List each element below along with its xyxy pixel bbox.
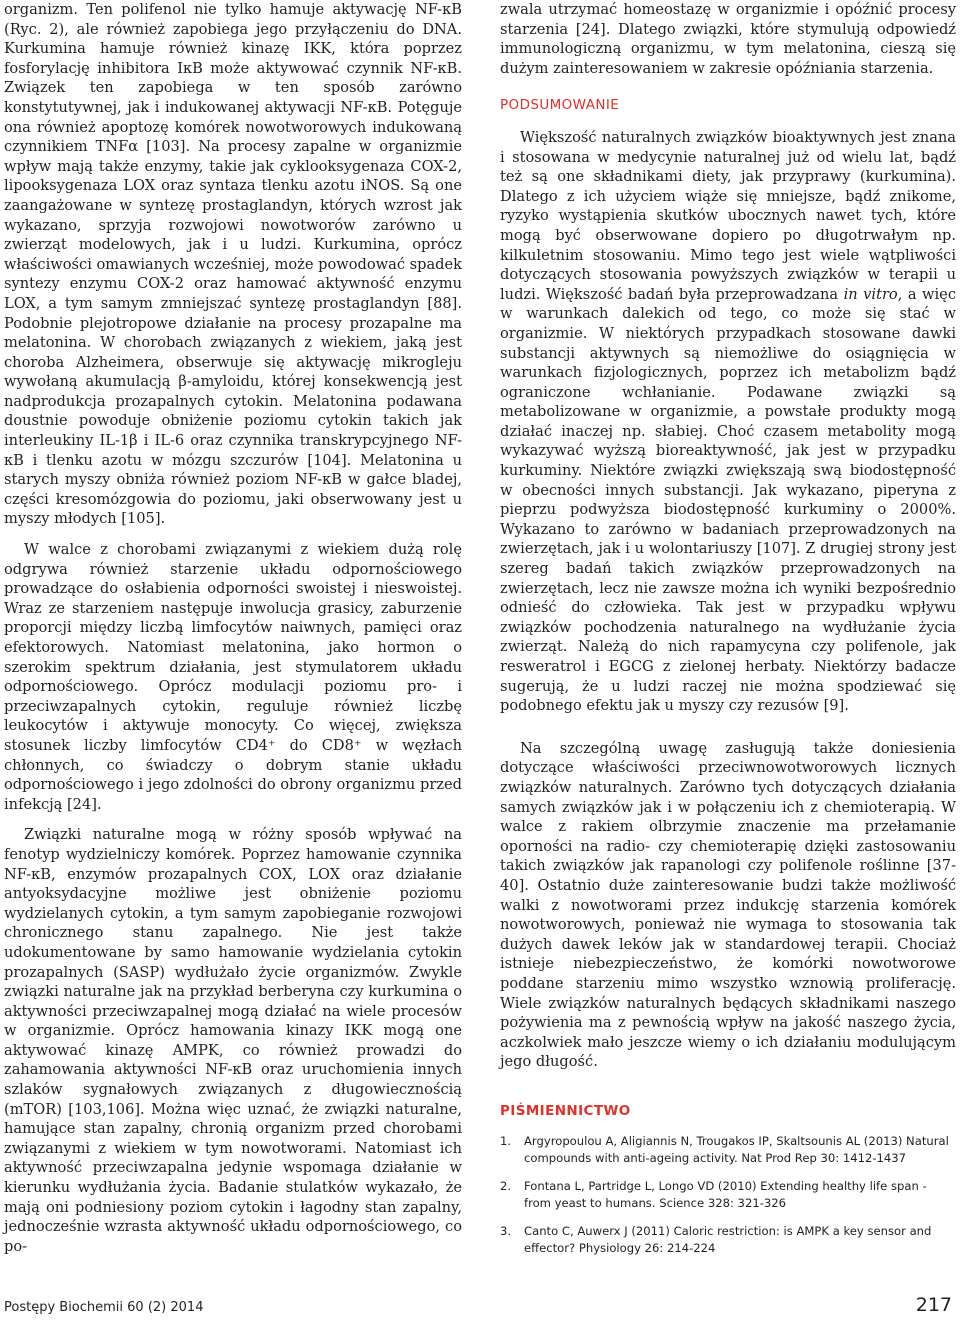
right-column <box>500 0 956 1268</box>
paragraph-continuation: zwala utrzymać homeostazę w organizmie i opóźnić procesy starzenia [24]. Dlatego związki, które stymulują odpowiedź immunologiczną organizmu, w tym melatonina, cieszą się dużym zainteresowaniem w zakresie opóźniania starzenia. <box>500 1 956 77</box>
paragraph-summary-1: Większość naturalnych związków bioaktywnych jest znana i stosowana w medycynie naturalnej już od wielu lat, bądź też są one składnikami diety, jak przyprawy (kurkumina). Dlatego z ich użyciem wiąże się mniejsze, bądź znikome, ryzyko wystąpienia skutków ubocznych nawet tych, które mogą być obserwowane dopiero po długotrwałym np. kilkuletnim stosowaniu. Mimo tego jest wiele wątpliwości dotyczących stosowania powyższych związków w terapii u ludzi. Większość badań była przeprowadzana in vitro, a więc w warunkach dalekich od tego, co może się stać w organizmie. W niektórych przypadkach stosowane dawki substancji aktywnych są niemożliwe do osiągnięcia w warunkach fizjologicznych, poprzez ich metabolizm bądź ograniczone wchłanianie. Podawane związki są metabolizowane w organizmie, a powstałe produkty mogą działać inaczej np. słabiej. Choć czasem metabolity mogą wykazywać wyższą bioreaktywność, jak jest w przypadku kurkuminy. Niektóre związki zwiększają swą biodostępność w obecności innych substancji. Jak wykazano, piperyna z pieprzu podwyższa biodostępność kurkuminy o 2000%. Wykazano to zarówno w badaniach przeprowadzonych na zwierzętach, jak i u wolontariuszy [107]. Z drugiej strony jest szereg badań takich związków przeprowadzonych na zwierzętach, lecz nie zawsze można ich wyniki bezpośrednio odnieść do człowieka. Tak jest w przypadku wpływu związków pochodzenia naturalnego na wydłużanie życia zwierząt. Należą do nich rapamycyna czy polifenole, jak resweratrol i EGCG z zielonej herbaty. Niektórzy badacze sugerują, że u ludzi raczej nie można spodziewać się podobnego efektu jak u myszy czy rezusów [9]. <box>500 128 956 715</box>
reference-item: 2. Fontana L, Partridge L, Longo VD (2010) Extending healthy life span - from yeast to humans. Science 328: 321-326 <box>500 1179 927 1210</box>
reference-list <box>500 1133 956 1256</box>
references-heading: PIŚMIENNICTWO <box>500 1102 631 1119</box>
paragraph-immune-aging: W walce z chorobami związanymi z wiekiem dużą rolę odgrywa również starzenie układu odpornościowego prowadzące do osłabienia odporności swoistej i nieswoistej. Wraz ze starzeniem następuje inwolucja grasicy, zaburzenie proporcji między liczbą limfocytów naiwnych, pamięci oraz efektorowych. Natomiast melatonina, jako hormon o szerokim spektrum działania, jest stymulatorem układu odpornościowego. Oprócz modulacji poziomu pro- i przeciwzapalnych cytokin, reguluje również liczbę leukocytów i aktywuje monocyty. Co więcej, zwiększa stosunek liczby limfocytów CD4⁺ do CD8⁺ w węzłach chłonnych, co świadczy o dobrym stanie układu odpornościowego i jego zdolności do obrony organizmu przed infekcją [24]. <box>4 541 462 813</box>
paragraph-curcumin-inflammation: organizm. Ten polifenol nie tylko hamuje aktywację NF-κB (Ryc. 2), ale również zapobiega jego przyłączeniu do DNA. Kurkumina hamuje również kinazę IKK, która poprzez fosforylację inhibitora IκB może aktywować czynnik NF-κB. Związek ten zapobiega w ten sposób zarówno konstytutywnej, jak i indukowanej aktywacji NF-κB. Potęguje ona również apoptozę komórek nowotworowych indukowaną czynnikiem TNFα [103]. Na procesy zapalne w organizmie wpływ mają także enzymy, takie jak cyklooksygenaza COX-2, lipooksygenaza LOX oraz syntaza tlenku azotu iNOS. Są one zaangażowane w syntezę prostaglandyn, których wzrost jak wykazano, sprzyja rozwojowi nowotworów zarówno u zwierząt modelowych, jak i u ludzi. Kurkumina, oprócz właściwości omawianych wcześniej, może powodować spadek syntezy enzymu COX-2 oraz hamować aktywność enzymu LOX, a tym samym zmniejszać syntezę prostaglandyn [88]. Podobnie plejotropowe działanie na procesy prozapalne ma melatonina. W chorobach związanych z wiekiem, jaką jest choroba Alzheimera, obserwuje się aktywację mikrogleju wywołaną akumulacją β-amyloidu, której konsekwencją jest nadprodukcja prozapalnych cytokin. Melatonina podawana doustnie powoduje obniżenie poziomu cytokin takich jak interleukiny IL-1β i IL-6 oraz czynnika transkrypcyjnego NF-κB i tlenku azotu w mózgu szczurów [104]. Melatonina u starych myszy obniża również poziom NF-κB w gałce bladej, części kresomózgowia do poziomu, jaki obserwowany jest u myszy młodych [105]. <box>4 1 463 528</box>
reference-item: 1. Argyropoulou A, Aligiannis N, Trougakos IP, Skaltsounis AL (2013) Natural compounds with anti-ageing activity. Nat Prod Rep 30: 1412-1437 <box>500 1134 949 1165</box>
section-heading-summary: PODSUMOWANIE <box>500 97 620 114</box>
italic-in-vitro: in vitro <box>843 285 898 303</box>
reference-item: 3. Canto C, Auwerx J (2011) Caloric restriction: is AMPK a key sensor and effector? Physiology 26: 214-224 <box>500 1224 932 1255</box>
paragraph-summary-2: Na szczególną uwagę zasługują także doniesienia dotyczące właściwości przeciwnowotworowych licznych związków naturalnych. Zarówno tych dotyczących działania samych związków jak i w połączeniu ich z chemioterapią. W walce z rakiem olbrzymie znaczenie ma przełamanie oporności na radio- czy chemioterapię dzięki zastosowaniu takich związków jak rapanologi czy polifenole roślinne [37-40]. Ostatnio duże zainteresowanie budzi także możliwość walki z nowotworami przez indukcję starzenia komórek nowotworowych, ponieważ nie wymaga to stosowania tak dużych dawek leków jak w standardowej terapii. Chociaż istnieje niebezpieczeństwo, że komórki nowotworowe poddane starzeniu mimo wszystko wznowią proliferację. Wiele związków naturalnych będących składnikami naszego pożywienia ma z pewnością wpływ na jakość naszego życia, aczkolwiek mało jeszcze wiemy o ich działaniu modulującym jego długość. <box>500 739 956 1071</box>
page-number: 217 <box>915 1294 952 1316</box>
journal-footer: Postępy Biochemii 60 (2) 2014 <box>4 1300 204 1315</box>
paragraph-secretory-phenotype: Związki naturalne mogą w różny sposób wpływać na fenotyp wydzielniczy komórek. Poprzez hamowanie czynnika NF-κB, enzymów prozapalnych COX, LOX oraz działanie antyoksydacyjne możliwe jest obniżenie poziomu wydzielanych cytokin, a tym samym zapobieganie rozwojowi chronicznego stanu zapalnego. Nie jest także udokumentowane by samo hamowanie wydzielania cytokin prozapalnych (SASP) wydłużało życie organizmów. Zwykle związki naturalne jak na przykład berberyna czy kurkumina o aktywności przeciwzapalnej mogą działać na wiele procesów w organizmie. Oprócz hamowania kinazy IKK mogą one aktywować kinazę AMPK, co również prowadzi do zahamowania aktywności NF-κB oraz uruchomienia innych szlaków sygnałowych związanych z długowiecznością (mTOR) [103,106]. Można więc uznać, że związki naturalne, hamujące stan zapalny, chronią organizm przed chorobami związanymi z wiekiem w tym nowotworami. Natomiast ich aktywność przeciwzapalna jedynie wspomaga działanie w kierunku wydłużania życia. Badanie stulatków wykazało, że mają oni podniesiony poziom cytokin i łagodny stan zapalny, jednocześnie wzrasta aktywność układu odpornościowego, co po- <box>4 826 462 1255</box>
left-column <box>4 0 462 1256</box>
